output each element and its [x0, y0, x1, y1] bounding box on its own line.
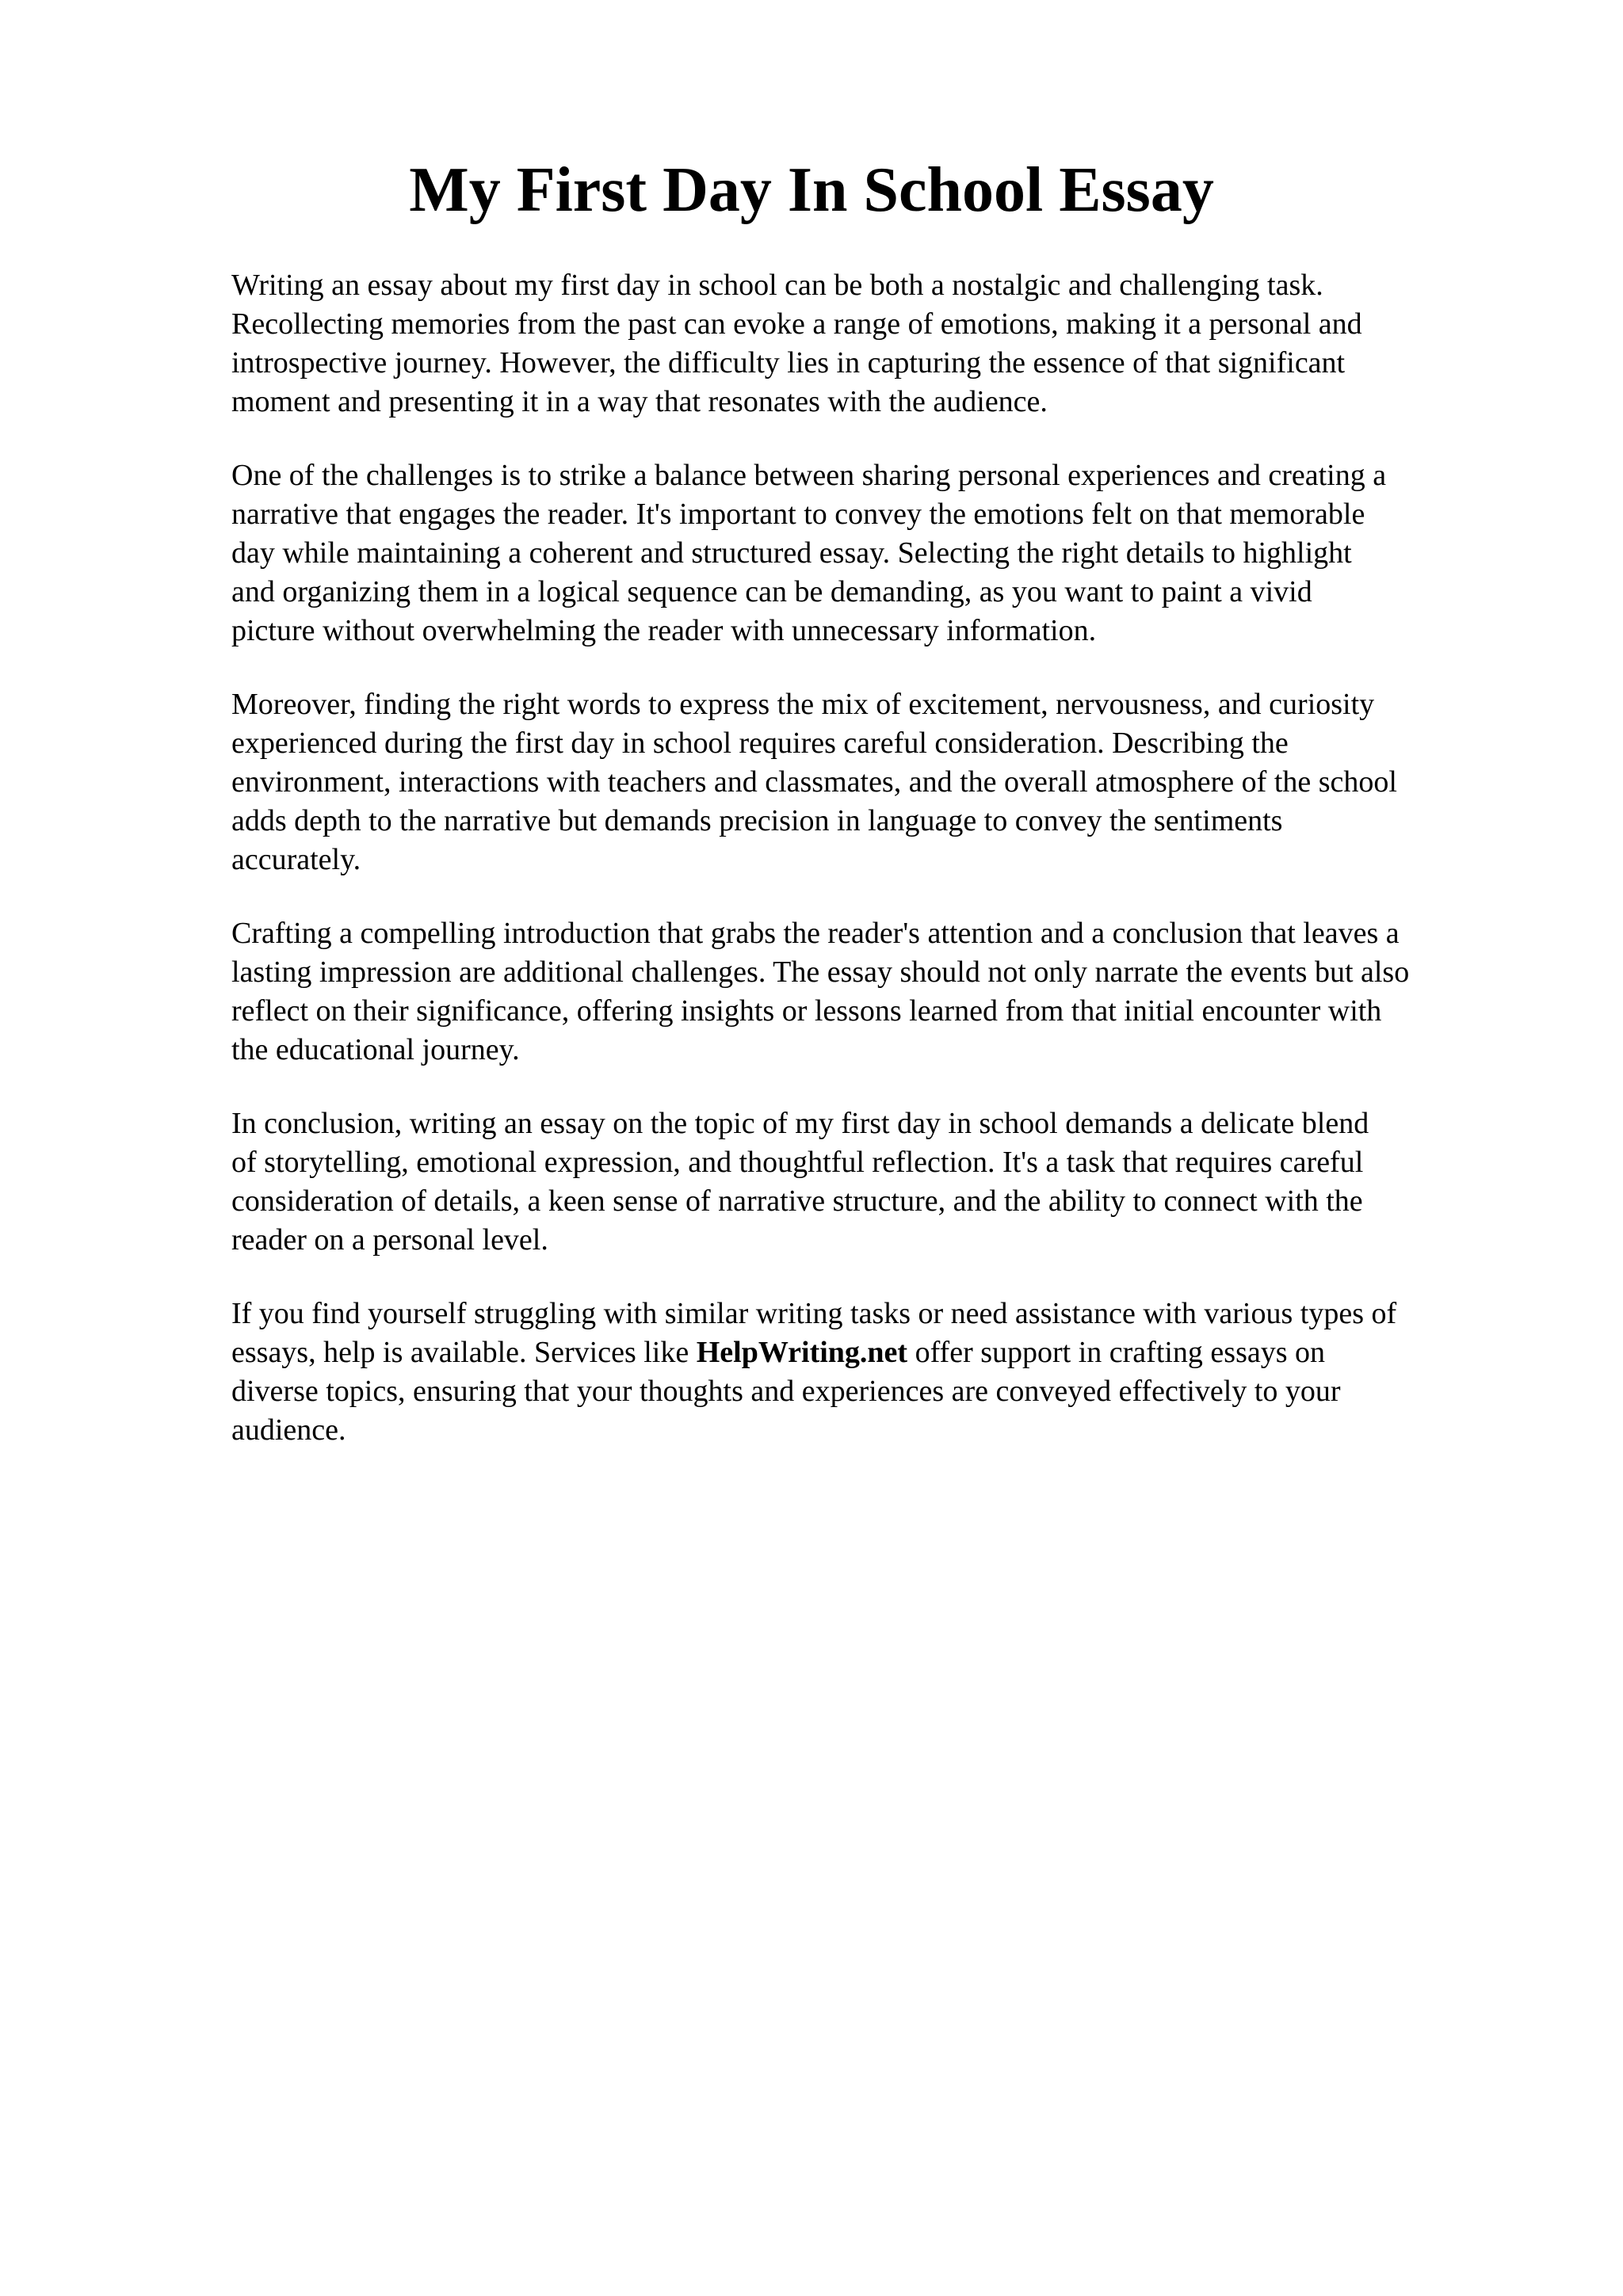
paragraph-3	[231, 685, 1531, 879]
paragraph-line: accurately.	[231, 843, 361, 876]
paragraph-1	[231, 266, 1531, 421]
paragraph-2	[231, 456, 1531, 650]
paragraph-line: the educational journey.	[231, 1033, 520, 1066]
paragraph-line: adds depth to the narrative but demands precision in language to convey the sentiments	[231, 804, 1283, 837]
paragraph-line: diverse topics, ensuring that your thoughts and experiences are conveyed effectively to your	[231, 1375, 1341, 1408]
paragraph-line: Writing an essay about my first day in school can be both a nostalgic and challenging task.	[231, 269, 1323, 302]
paragraph-line: If you find yourself struggling with similar writing tasks or need assistance with various types of	[231, 1297, 1397, 1330]
paragraph-line: and organizing them in a logical sequence can be demanding, as you want to paint a vivid	[231, 575, 1312, 608]
paragraph-line: day while maintaining a coherent and structured essay. Selecting the right details to highlight	[231, 536, 1352, 570]
paragraph-line: Moreover, finding the right words to express the mix of excitement, nervousness, and curiosity	[231, 688, 1375, 721]
paragraph-line: consideration of details, a keen sense of narrative structure, and the ability to connect with the	[231, 1184, 1363, 1218]
paragraph-line: reader on a personal level.	[231, 1223, 548, 1257]
paragraph-line: Recollecting memories from the past can evoke a range of emotions, making it a personal and	[231, 307, 1362, 341]
paragraph-line: environment, interactions with teachers and classmates, and the overall atmosphere of the school	[231, 765, 1397, 799]
paragraph-line: moment and presenting it in a way that resonates with the audience.	[231, 385, 1048, 418]
paragraph-5	[231, 1104, 1531, 1260]
paragraph-line: reflect on their significance, offering insights or lessons learned from that initial encounter with	[231, 994, 1382, 1028]
paragraph-line: picture without overwhelming the reader with unnecessary information.	[231, 614, 1097, 647]
line-text-after-link: offer support in crafting essays on	[907, 1336, 1326, 1369]
helpwriting-link[interactable]: HelpWriting.net	[696, 1336, 908, 1369]
essay-body	[231, 266, 1531, 1485]
page-title: My First Day In School Essay	[409, 155, 1214, 225]
paragraph-line: audience.	[231, 1413, 346, 1447]
paragraph-6	[231, 1295, 1531, 1450]
paragraph-line: In conclusion, writing an essay on the topic of my first day in school demands a delicate blend	[231, 1107, 1369, 1140]
paragraph-line: experienced during the first day in school requires careful consideration. Describing the	[231, 727, 1289, 760]
paragraph-line: narrative that engages the reader. It's important to convey the emotions felt on that memorable	[231, 498, 1365, 531]
paragraph-line: lasting impression are additional challenges. The essay should not only narrate the events but also	[231, 955, 1410, 989]
paragraph-line-with-link	[231, 1333, 1531, 1372]
paragraph-line: introspective journey. However, the difficulty lies in capturing the essence of that significant	[231, 346, 1346, 379]
paragraph-line: One of the challenges is to strike a balance between sharing personal experiences and creating a	[231, 459, 1387, 492]
paragraph-line: of storytelling, emotional expression, and thoughtful reflection. It's a task that requires careful	[231, 1146, 1364, 1179]
paragraph-line: Crafting a compelling introduction that grabs the reader's attention and a conclusion that leaves a	[231, 917, 1400, 950]
paragraph-4	[231, 914, 1531, 1070]
line-text-before-link: essays, help is available. Services like	[231, 1336, 697, 1369]
